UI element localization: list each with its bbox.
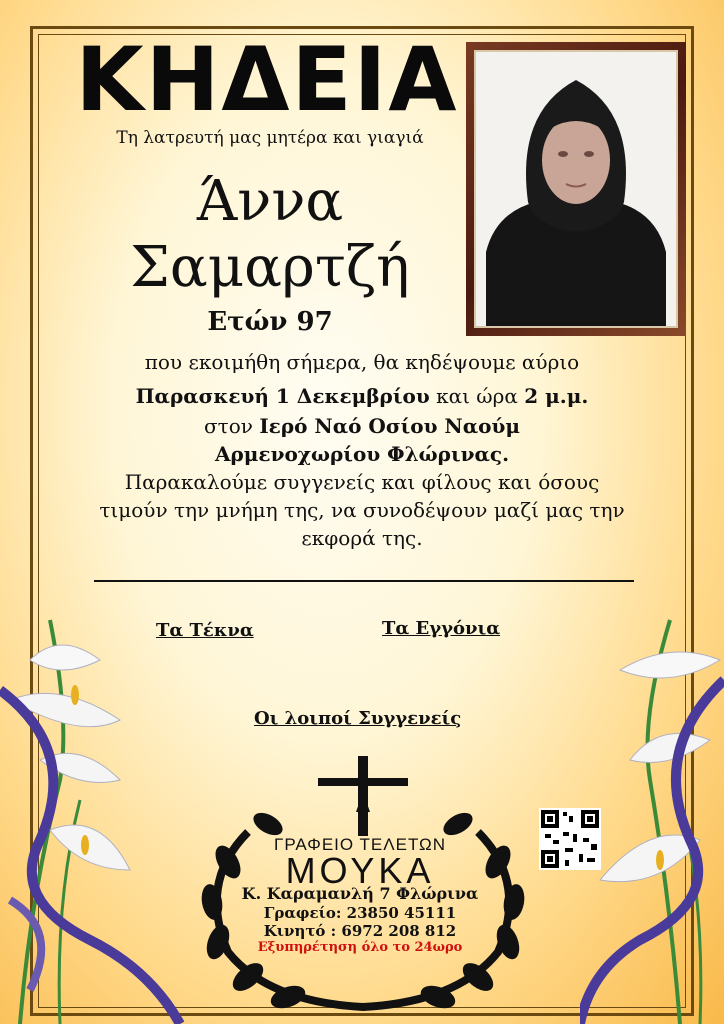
- signature-children: Τα Τέκνα: [156, 620, 254, 641]
- body-line-6: τιμούν την μνήμη της, να συνοδέψουν μαζί μας την: [99, 498, 625, 522]
- deceased-first-name: Άννα: [196, 169, 344, 234]
- church-name: Ιερό Ναό Οσίου Ναούμ: [259, 414, 520, 438]
- funeral-home-name: ΜΟΥΚΑ: [285, 850, 435, 891]
- portrait-silhouette: [476, 52, 676, 326]
- notice-subtitle: Τη λατρευτή μας μητέρα και γιαγιά: [116, 128, 424, 148]
- body-line-3-prefix: στον: [204, 414, 260, 438]
- lily-left-decoration: [0, 600, 200, 1024]
- body-line-3: [60, 414, 664, 438]
- funeral-home-service: Εξυπηρέτηση όλο το 24ωρο: [257, 940, 463, 955]
- signature-relatives: Οι λοιποί Συγγενείς: [254, 708, 462, 729]
- funeral-home-mobile-phone: Κινητό : 6972 208 812: [263, 922, 457, 940]
- portrait-photo: [474, 50, 678, 328]
- body-line-1: που εκοιμήθη σήμερα, θα κηδέψουμε αύριο: [144, 350, 580, 374]
- qr-code: [539, 808, 601, 870]
- body-line-2-connector: και ώρα: [429, 384, 525, 408]
- body-line-5: Παρακαλούμε συγγενείς και φίλους και όσους: [124, 470, 600, 494]
- signature-grandchildren: Τα Εγγόνια: [382, 618, 501, 639]
- funeral-date: Παρασκευή 1 Δεκεμβρίου: [135, 384, 430, 408]
- portrait-frame: [466, 42, 686, 336]
- body-line-4: [60, 442, 664, 466]
- notice-title: ΚΗΔΕΙΑ: [75, 28, 459, 131]
- lily-right-decoration: [580, 600, 724, 1024]
- body-line-2: [60, 384, 664, 408]
- deceased-last-name: Σαμαρτζή: [130, 235, 410, 300]
- separator-line: [94, 580, 634, 582]
- funeral-home-address: Κ. Καραμανλή 7 Φλώρινα: [241, 884, 479, 903]
- funeral-home-office-phone: Γραφείο: 23850 45111: [263, 904, 457, 922]
- cross-icon: [318, 756, 408, 836]
- funeral-home-label: ΓΡΑΦΕΙΟ ΤΕΛΕΤΩΝ: [273, 835, 447, 854]
- deceased-age: Ετών 97: [207, 307, 333, 337]
- church-location: Αρμενοχωρίου Φλώρινας.: [214, 442, 510, 466]
- funeral-time: 2 μ.μ.: [524, 384, 589, 408]
- body-line-7: εκφορά της.: [301, 526, 423, 550]
